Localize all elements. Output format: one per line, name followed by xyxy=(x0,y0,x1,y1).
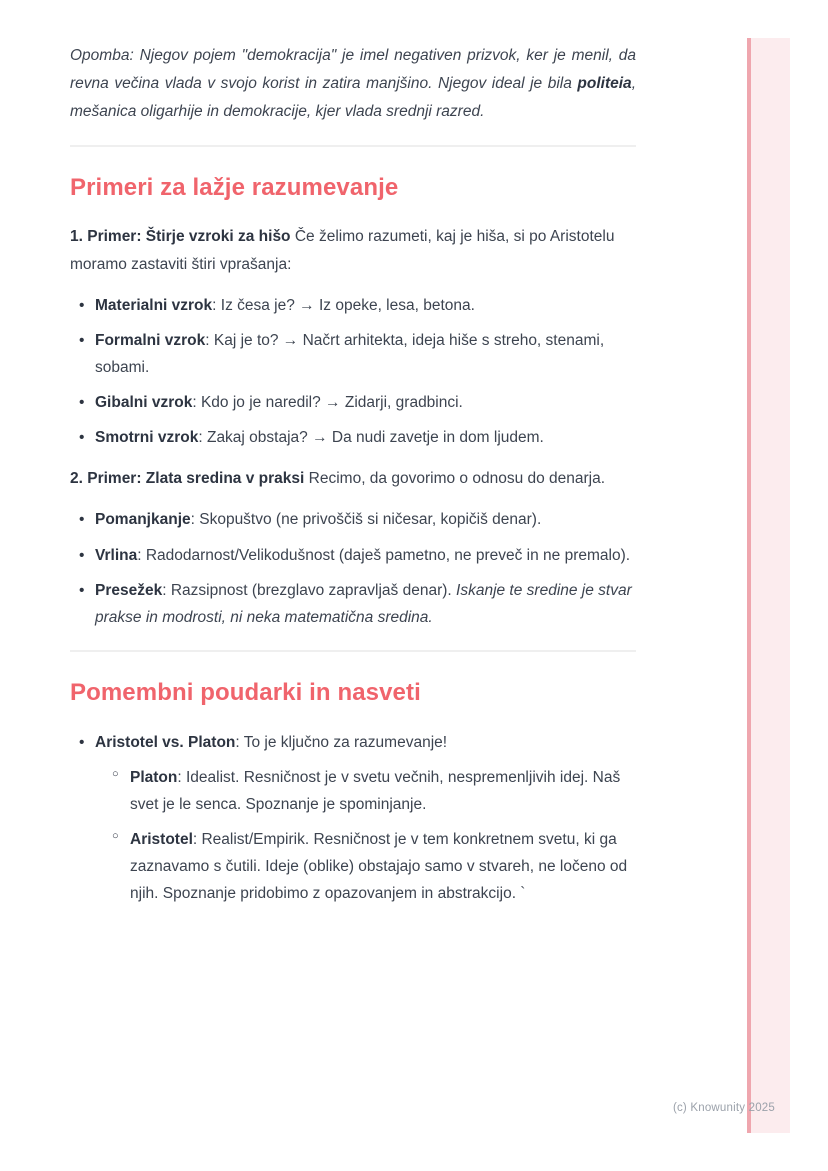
cause-term: Gibalni vzrok xyxy=(95,394,193,412)
list-item xyxy=(95,327,636,381)
note-emphasis: politeia xyxy=(577,74,632,92)
list-item xyxy=(95,577,636,631)
list-item xyxy=(95,542,636,569)
example1-lead: 1. Primer: Štirje vzroki za hišo xyxy=(70,228,291,246)
mean-italic-note: Iskanje te sredine je stvar prakse in modrosti, ni neka matematična sredina. xyxy=(95,581,632,626)
list-item xyxy=(95,729,636,908)
philosopher-text: : Idealist. Resničnost je v svetu večnih, nespremenljivih idej. Naš svet je le senca. Spoznanje je spominjanje. xyxy=(130,768,621,814)
list-item xyxy=(95,424,636,451)
cause-term: Materialni vzrok xyxy=(95,296,213,314)
cause-text: : Kdo jo je naredil? → Zidarji, gradbinci. xyxy=(192,394,463,412)
cause-term: Smotrni vzrok xyxy=(95,429,199,447)
highlights-list xyxy=(70,729,636,908)
sub-list-item xyxy=(130,826,636,907)
section-title-primeri: Primeri za lažje razumevanje xyxy=(70,173,399,201)
note-paragraph xyxy=(70,42,636,126)
comparison-sublist xyxy=(95,764,636,908)
mean-term: Pomanjkanje xyxy=(95,511,191,529)
mean-text: : Razsipnost (brezglavo zapravljaš denar). xyxy=(162,581,457,599)
example2-paragraph xyxy=(70,465,636,492)
example2-text: Recimo, da govorimo o odnosu do denarja. xyxy=(304,470,606,488)
causes-list xyxy=(70,292,636,452)
cause-text: : Iz česa je? → Iz opeke, lesa, betona. xyxy=(212,296,475,314)
cause-term: Formalni vzrok xyxy=(95,331,206,349)
list-item xyxy=(95,389,636,416)
philosopher-term: Platon xyxy=(130,768,178,786)
sub-list-item xyxy=(130,764,636,818)
mean-text: : Radodarnost/Velikodušnost (daješ pametno, ne preveč in ne premalo). xyxy=(137,546,631,564)
note-text-before: Opomba: Njegov pojem "demokracija" je imel negativen prizvok, ker je menil, da revna večina vlada v svojo korist in zatira manjšino. Njegov ideal je bila xyxy=(70,47,636,92)
mean-term: Presežek xyxy=(95,581,163,599)
divider xyxy=(70,650,636,652)
page-content xyxy=(70,0,636,922)
philosopher-text: : Realist/Empirik. Resničnost je v tem konkretnem svetu, ki ga zaznavamo s čutili. Ideje (oblike) obstajajo samo v stvareh, ne ločeno od njih. Spoznanje pridobimo z opazovanjem in abstrakcijo. ` xyxy=(130,831,628,903)
mean-text: : Skopuštvo (ne privoščiš si ničesar, kopičiš denar). xyxy=(190,511,542,529)
cause-text: : Zakaj obstaja? → Da nudi zavetje in dom ljudem. xyxy=(198,429,544,447)
section-title-poudarki: Pomembni poudarki in nasveti xyxy=(70,678,421,706)
copyright-notice: (c) Knowunity 2025 xyxy=(672,1102,775,1114)
divider xyxy=(70,145,636,147)
philosopher-term: Aristotel xyxy=(130,831,193,849)
cause-text: : Kaj je to? → Načrt arhitekta, ideja hiše s streho, stenami, sobami. xyxy=(95,331,605,376)
note-text-after: , mešanica oligarhije in demokracije, kjer vlada srednji razred. xyxy=(70,74,636,120)
highlight-text: : To je ključno za razumevanje! xyxy=(235,733,448,751)
mean-term: Vrlina xyxy=(95,546,138,564)
highlight-term: Aristotel vs. Platon xyxy=(95,733,236,751)
page-accent-bar xyxy=(747,38,790,1133)
example1-text: Če želimo razumeti, kaj je hiša, si po Aristotelu moramo zastaviti štiri vprašanja: xyxy=(70,228,615,273)
list-item xyxy=(95,506,636,533)
example2-lead: 2. Primer: Zlata sredina v praksi xyxy=(70,470,305,488)
example1-paragraph xyxy=(70,223,636,277)
list-item xyxy=(95,292,636,319)
golden-mean-list xyxy=(70,506,636,631)
